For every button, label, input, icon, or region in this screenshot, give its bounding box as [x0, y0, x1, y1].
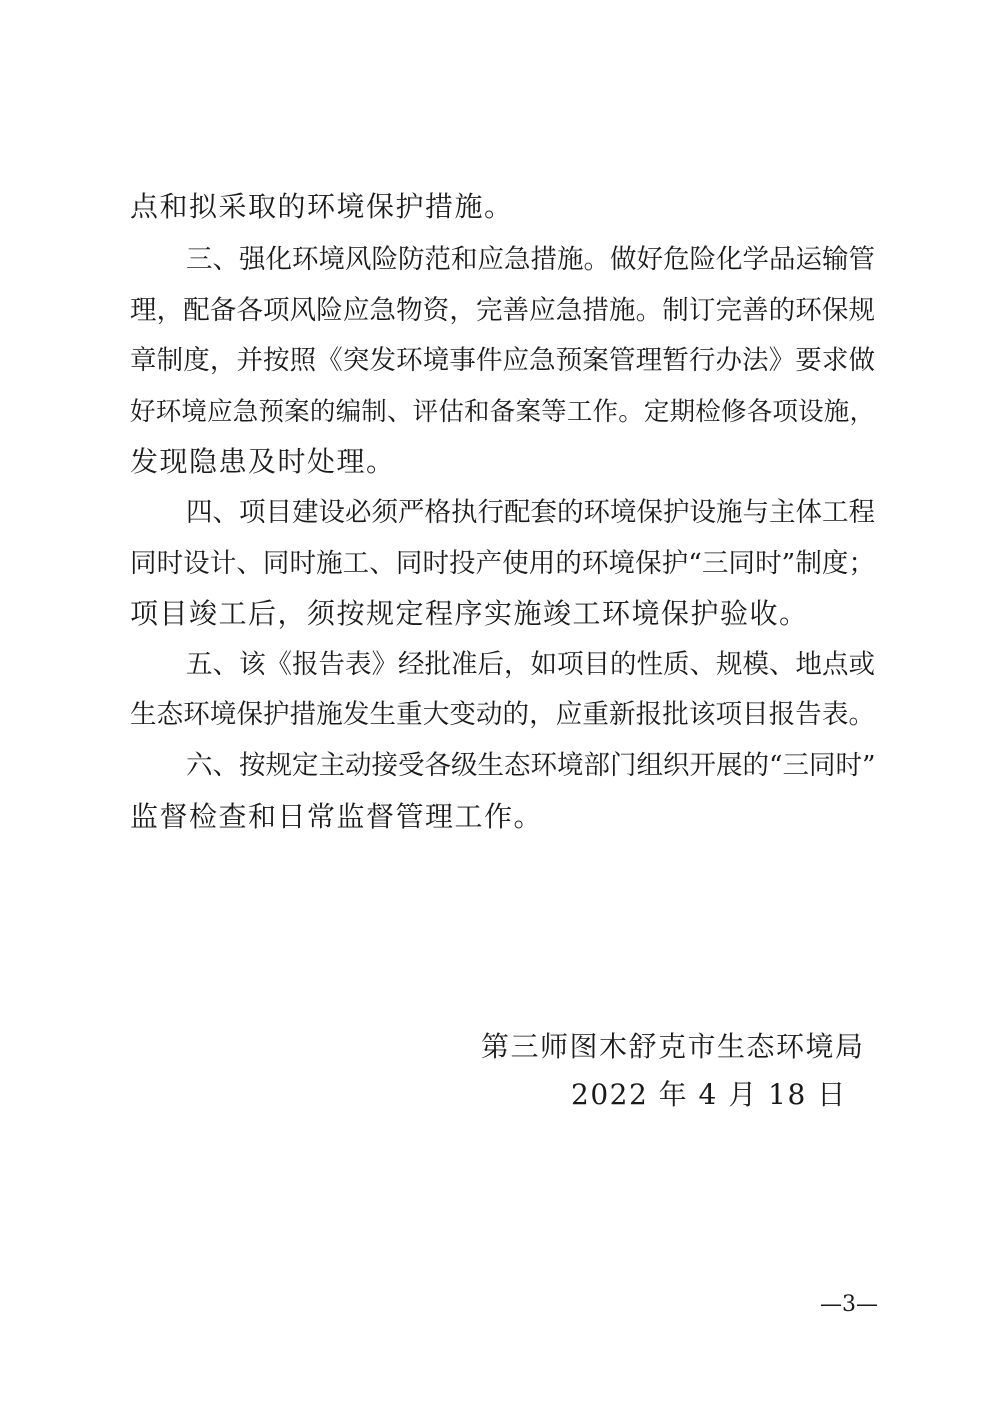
text-line-12: 六、按规定主动接受各级生态环境部门组织开展的“三同时”	[186, 750, 876, 781]
text-line-1: 点和拟采取的环境保护措施。	[130, 190, 514, 223]
signature-organization: 第三师图木舒克市生态环境局	[481, 1030, 865, 1063]
text-line-5: 好环境应急预案的编制、评估和备案等工作。定期检修各项设施，	[130, 397, 875, 427]
page-number: —3—	[820, 1292, 878, 1317]
text-line-2: 三、强化环境风险防范和应急措施。做好危险化学品运输管	[186, 244, 875, 275]
text-line-6: 发现隐患及时处理。	[130, 445, 396, 478]
text-line-13: 监督检查和日常监督管理工作。	[130, 800, 544, 833]
text-line-9: 项目竣工后，须按规定程序实施竣工环境保护验收。	[130, 597, 809, 630]
text-line-3: 理，配备各项风险应急物资，完善应急措施。制订完善的环保规	[130, 295, 875, 326]
text-line-8: 同时设计、同时施工、同时投产使用的环境保护“三同时”制度；	[130, 548, 875, 579]
signature-date: 2022 年 4 月 18 日	[571, 1078, 847, 1111]
text-line-7: 四、项目建设必须严格执行配套的环境保护设施与主体工程	[186, 497, 875, 528]
text-line-4: 章制度，并按照《突发环境事件应急预案管理暂行办法》要求做	[130, 345, 875, 376]
text-line-10: 五、该《报告表》经批准后，如项目的性质、规模、地点或	[186, 649, 875, 680]
text-line-11: 生态环境保护措施发生重大变动的，应重新报批该项目报告表。	[130, 699, 875, 730]
